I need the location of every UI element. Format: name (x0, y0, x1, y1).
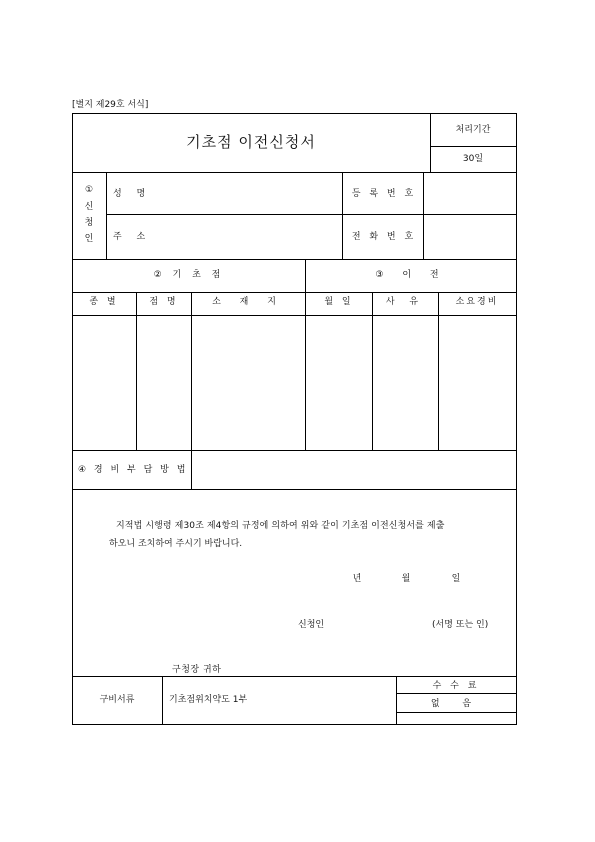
attachments-value: 기초점위치약도 1부 (169, 695, 248, 705)
name-label: 성 명 (113, 189, 152, 199)
table-cell-type[interactable] (74, 317, 134, 448)
declaration-line-1: 지적법 시행령 제30조 제4항의 규정에 의하여 위와 같이 기초점 이전신청서를 제출 (116, 521, 445, 531)
attachments-label: 구비서류 (99, 695, 135, 705)
column-header-cost: 소요경비 (455, 297, 499, 307)
table-cell-point-name[interactable] (138, 317, 189, 448)
address-label: 주 소 (113, 232, 152, 242)
sign-hint: (서명 또는 인) (432, 620, 489, 630)
table-cell-reason[interactable] (374, 317, 436, 448)
phone-label: 전 화 번 호 (351, 232, 417, 242)
fee-value: 없 음 (430, 699, 482, 709)
column-header-reason: 사 유 (385, 297, 425, 307)
addressee: 구청장 귀하 (172, 665, 222, 675)
date-year-label: 년 (352, 574, 362, 584)
declaration-line-2: 하오니 조치하여 주시기 바랍니다. (109, 539, 243, 549)
date-day-label: 일 (451, 574, 461, 584)
column-header-location: 소 재 지 (212, 297, 284, 307)
table-cell-location[interactable] (193, 317, 303, 448)
address-field[interactable] (160, 217, 338, 255)
applicant-label-char: 청 (84, 218, 94, 228)
reg-no-label: 등 록 번 호 (351, 189, 417, 199)
phone-field[interactable] (426, 217, 514, 255)
table-cell-cost[interactable] (440, 317, 515, 448)
cost-method-label: ④ 경 비 부 담 방 법 (78, 465, 188, 475)
column-header-date: 월 일 (324, 297, 354, 307)
processing-period-value: 30일 (462, 154, 484, 164)
name-field[interactable] (160, 175, 338, 211)
processing-period-label: 처리기간 (455, 125, 491, 135)
relocation-section-header: ③ 이 전 (375, 270, 447, 280)
column-header-type: 종 별 (89, 297, 119, 307)
fee-label: 수 수 료 (432, 681, 480, 691)
cost-method-field[interactable] (194, 453, 514, 487)
base-point-section-header: ② 기 초 점 (153, 270, 225, 280)
table-cell-date[interactable] (307, 317, 370, 448)
reg-no-field[interactable] (426, 175, 514, 211)
page-title: 기초점 이전신청서 (186, 133, 316, 151)
column-header-point-name: 점 명 (149, 297, 179, 307)
date-month-label: 월 (401, 574, 411, 584)
applicant-label-char: 인 (84, 234, 94, 244)
applicant-label-char: 신 (84, 202, 94, 212)
applicant-number: ① (84, 185, 94, 195)
form-number-label: [별지 제29호 서식] (72, 100, 149, 110)
applicant-sign-label: 신청인 (298, 620, 325, 630)
